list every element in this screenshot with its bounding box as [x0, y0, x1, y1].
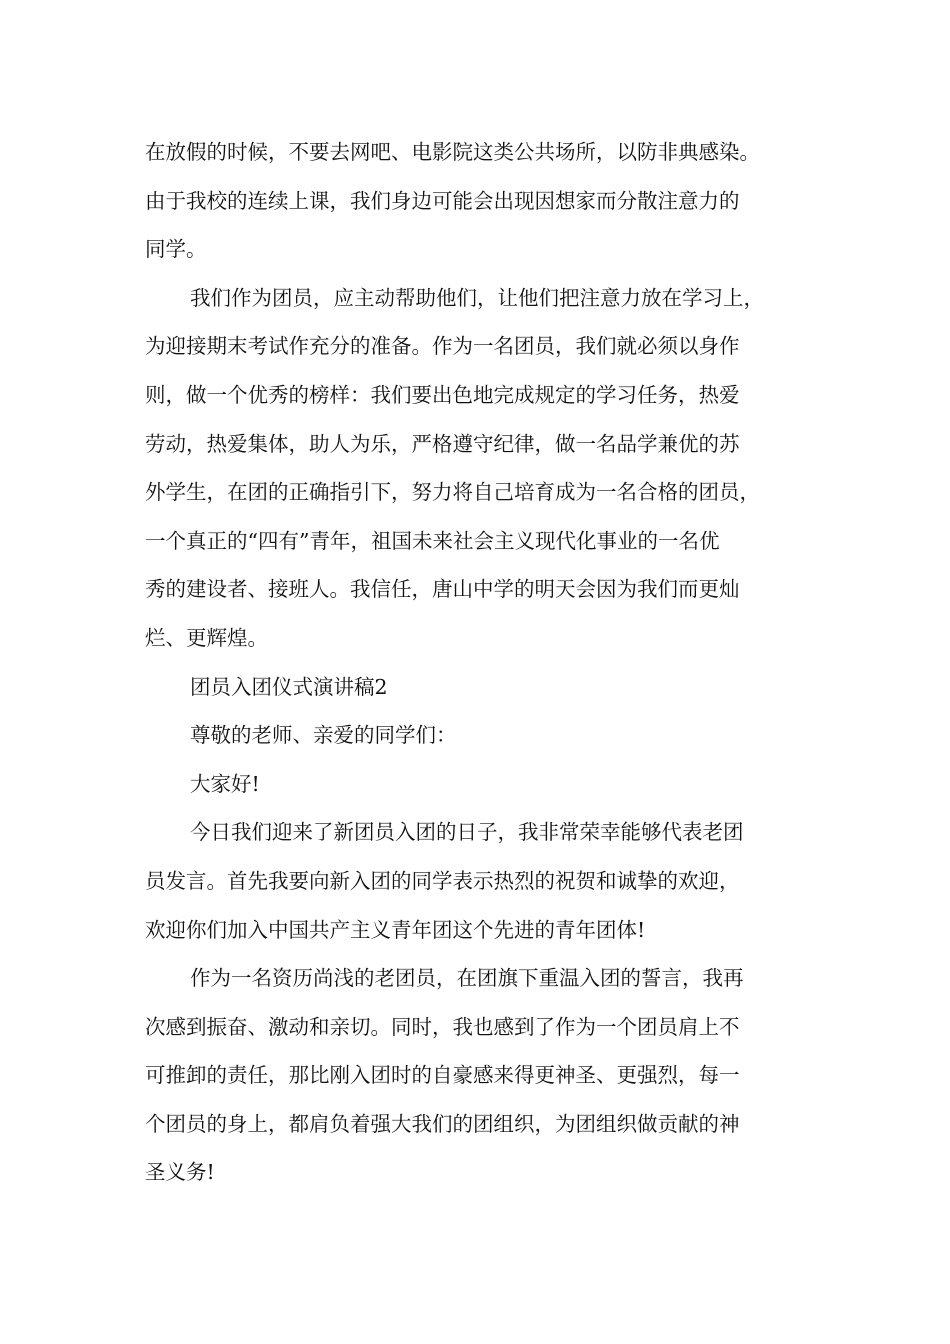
text-line: 圣义务! [145, 1160, 215, 1185]
text-line: 同学。 [145, 237, 207, 262]
text-line: 欢迎你们加入中国共产主义青年团这个先进的青年团体! [145, 917, 646, 942]
text-line: 大家好! [190, 771, 260, 796]
text-line: 次感到振奋、激动和亲切。同时，我也感到了作为一个团员肩上不 [145, 1014, 740, 1039]
text-line: 外学生，在团的正确指引下，努力将自己培育成为一名合格的团员， [145, 480, 760, 505]
text-line: 可推卸的责任，那比刚入团时的自豪感来得更神圣、更强烈，每一 [145, 1063, 740, 1088]
text-line: 一个真正的“四有”青年，祖国未来社会主义现代化事业的一名优 [145, 528, 720, 553]
text-line: 个团员的身上，都肩负着强大我们的团组织，为团组织做贡献的神 [145, 1111, 740, 1136]
text-line: 尊敬的老师、亲爱的同学们： [190, 723, 457, 748]
text-line: 由于我校的连续上课，我们身边可能会出现因想家而分散注意力的 [145, 188, 740, 213]
document-body [145, 128, 810, 1197]
text-line: 作为一名资历尚浅的老团员，在团旗下重温入团的誓言，我再 [190, 966, 744, 991]
text-line: 员发言。首先我要向新入团的同学表示热烈的祝贺和诚挚的欢迎， [145, 868, 740, 893]
text-line: 在放假的时候，不要去网吧、电影院这类公共场所，以防非典感染。 [145, 140, 760, 164]
text-line: 劳动，热爱集体，助人为乐，严格遵守纪律，做一名品学兼优的苏 [145, 431, 740, 456]
text-line: 为迎接期末考试作充分的准备。作为一名团员，我们就必须以身作 [145, 334, 740, 359]
text-line: 我们作为团员，应主动帮助他们，让他们把注意力放在学习上， [190, 285, 764, 310]
text-line: 则，做一个优秀的榜样：我们要出色地完成规定的学习任务，热爱 [145, 382, 740, 407]
text-line: 烂、更辉煌。 [145, 625, 268, 650]
text-line: 秀的建设者、接班人。我信任，唐山中学的明天会因为我们而更灿 [145, 577, 740, 602]
text-line: 今日我们迎来了新团员入团的日子，我非常荣幸能够代表老团 [190, 820, 744, 845]
text-line: 团员入团仪式演讲稿2 [190, 674, 388, 699]
